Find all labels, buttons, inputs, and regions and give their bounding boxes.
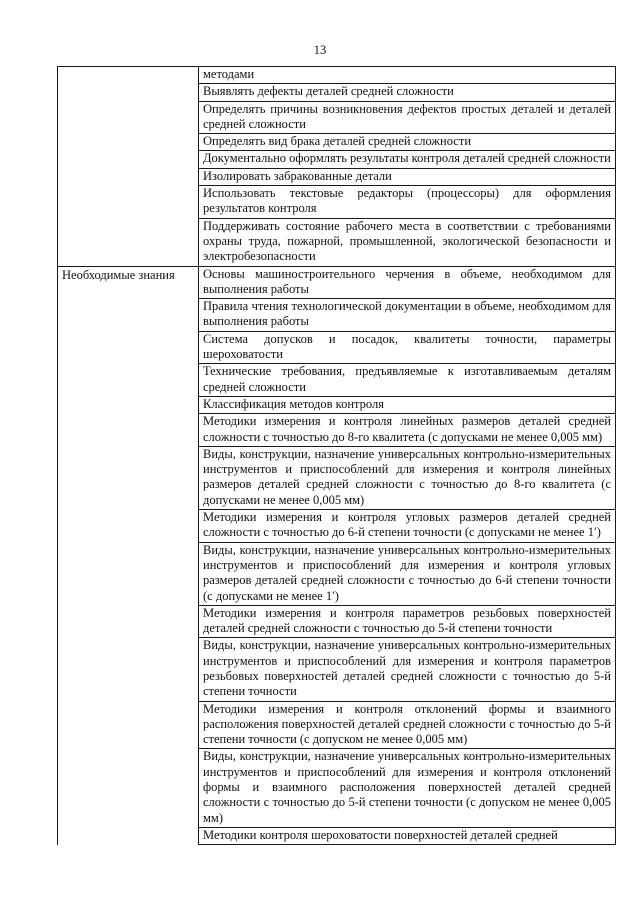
skills-label-cell xyxy=(58,101,199,134)
knowledge-label-cell xyxy=(58,605,199,638)
skills-label-cell xyxy=(58,84,199,101)
skills-label-cell xyxy=(58,151,199,168)
table-row xyxy=(58,510,616,543)
knowledge-label-cell xyxy=(58,446,199,509)
skill-item: Использовать текстовые редакторы (процессоры) для оформления результатов контроля xyxy=(199,186,616,219)
table-row xyxy=(58,67,616,84)
knowledge-label: Необходимые знания xyxy=(58,266,199,299)
knowledge-item: Правила чтения технологической документации в объеме, необходимом для выполнения работы xyxy=(199,299,616,332)
skill-item: Определять причины возникновения дефектов простых деталей и деталей средней сложности xyxy=(199,101,616,134)
skill-item: методами xyxy=(199,67,616,84)
skills-label-cell xyxy=(58,67,199,84)
table-row xyxy=(58,186,616,219)
skill-item: Изолировать забракованные детали xyxy=(199,168,616,185)
table-row xyxy=(58,299,616,332)
knowledge-item: Виды, конструкции, назначение универсальных контрольно-измерительных инструментов и приспособлений для измерения и контроля отклонений формы и взаимного расположения поверхностей деталей средней сложности с точностью до 5-й степени точности (с допуском не менее 0,005 мм) xyxy=(199,749,616,827)
knowledge-item: Виды, конструкции, назначение универсальных контрольно-измерительных инструментов и приспособлений для измерения и контроля линейных размеров деталей средней сложности с точностью до 8-го квалитета (с допусками не менее 0,005 мм) xyxy=(199,446,616,509)
knowledge-label-cell xyxy=(58,299,199,332)
knowledge-item: Методики измерения и контроля линейных размеров деталей средней сложности с точностью до 8-го квалитета (с допусками не менее 0,005 мм) xyxy=(199,414,616,447)
knowledge-item: Виды, конструкции, назначение универсальных контрольно-измерительных инструментов и приспособлений для измерения и контроля угловых размеров деталей средней сложности с точностью до 6-й степени точности (с допусками не менее 1′) xyxy=(199,542,616,605)
skill-item: Определять вид брака деталей средней сложности xyxy=(199,134,616,151)
table-row xyxy=(58,749,616,827)
knowledge-item: Классификация методов контроля xyxy=(199,396,616,413)
skills-label-cell xyxy=(58,186,199,219)
skills-label-cell xyxy=(58,134,199,151)
knowledge-label-cell xyxy=(58,749,199,827)
table-row xyxy=(58,101,616,134)
table-row xyxy=(58,396,616,413)
knowledge-item: Методики измерения и контроля отклонений формы и взаимного расположения поверхностей деталей средней сложности с точностью до 5-й степени точности (с допуском не менее 0,005 мм) xyxy=(199,701,616,749)
knowledge-item: Система допусков и посадок, квалитеты точности, параметры шероховатости xyxy=(199,331,616,364)
knowledge-label-cell xyxy=(58,331,199,364)
table-row xyxy=(58,827,616,844)
skill-item: Документально оформлять результаты контроля деталей средней сложности xyxy=(199,151,616,168)
page-bottom-margin xyxy=(0,889,640,905)
requirements-table-body xyxy=(58,67,616,845)
table-row xyxy=(58,84,616,101)
table-row xyxy=(58,414,616,447)
table-row xyxy=(58,266,616,299)
table-row xyxy=(58,701,616,749)
knowledge-label-cell xyxy=(58,827,199,844)
knowledge-label-cell xyxy=(58,414,199,447)
table-row xyxy=(58,134,616,151)
table-row xyxy=(58,331,616,364)
knowledge-label-cell xyxy=(58,364,199,397)
table-row xyxy=(58,151,616,168)
table-row xyxy=(58,638,616,701)
table-row xyxy=(58,446,616,509)
knowledge-item: Методики измерения и контроля угловых размеров деталей средней сложности с точностью до 6-й степени точности (с допусками не менее 1′) xyxy=(199,510,616,543)
knowledge-label-cell xyxy=(58,638,199,701)
table-row xyxy=(58,605,616,638)
skills-label-cell xyxy=(58,168,199,185)
knowledge-label-cell xyxy=(58,542,199,605)
requirements-table xyxy=(57,66,616,845)
skills-label-cell xyxy=(58,218,199,266)
knowledge-item: Технические требования, предъявляемые к изготавливаемым деталям средней сложности xyxy=(199,364,616,397)
table-row xyxy=(58,218,616,266)
knowledge-item: Виды, конструкции, назначение универсальных контрольно-измерительных инструментов и приспособлений для измерения и контроля параметров резьбовых поверхностей деталей средней сложности с точностью до 5-й степени точности xyxy=(199,638,616,701)
knowledge-item: Основы машиностроительного черчения в объеме, необходимом для выполнения работы xyxy=(199,266,616,299)
skill-item: Выявлять дефекты деталей средней сложности xyxy=(199,84,616,101)
knowledge-label-cell xyxy=(58,701,199,749)
skill-item: Поддерживать состояние рабочего места в соответствии с требованиями охраны труда, пожарной, промышленной, экологической безопасности и электробезопасности xyxy=(199,218,616,266)
knowledge-item: Методики контроля шероховатости поверхностей деталей средней xyxy=(199,827,616,844)
knowledge-label-cell xyxy=(58,510,199,543)
table-row xyxy=(58,168,616,185)
knowledge-item: Методики измерения и контроля параметров резьбовых поверхностей деталей средней сложности с точностью до 5-й степени точности xyxy=(199,605,616,638)
page-number: 13 xyxy=(313,43,327,57)
knowledge-label-cell xyxy=(58,396,199,413)
table-row xyxy=(58,542,616,605)
table-row xyxy=(58,364,616,397)
